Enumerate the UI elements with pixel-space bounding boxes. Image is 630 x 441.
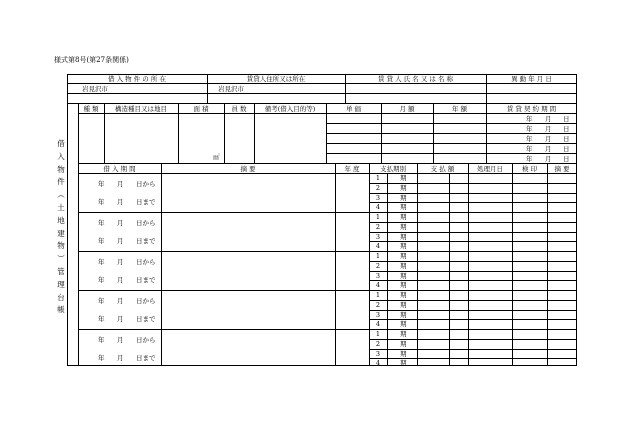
detail-header-line [78, 113, 577, 114]
period-month-until: 月 [117, 315, 124, 323]
lease-year-label: 年 [526, 145, 533, 153]
term-unit: 期 [400, 300, 407, 309]
lower-header-fiscal-year: 年 度 [344, 165, 360, 173]
lower-header-paid-amount: 支 払 額 [430, 165, 455, 173]
detail-bottom-line [78, 163, 577, 164]
lease-day-label: 日 [563, 135, 570, 143]
detail-header-remarks: 備考(借入目的等) [264, 105, 316, 113]
period-from-label: 日から [136, 297, 156, 305]
group-divider [78, 251, 577, 252]
period-until-label: 日まで [136, 276, 156, 284]
term-unit: 期 [400, 310, 407, 319]
period-month-until: 月 [117, 354, 124, 362]
side-title-char: 地 [57, 215, 65, 225]
detail-header-structure: 構造種目又は地目 [115, 105, 167, 113]
term-number: 2 [375, 222, 381, 231]
period-month-from: 月 [117, 258, 124, 266]
term-unit: 期 [400, 222, 407, 231]
form-caption: 様式第8号(第27条関係) [54, 56, 129, 64]
detail-row-line [326, 123, 577, 124]
term-number: 4 [375, 242, 381, 251]
period-year-until: 年 [98, 276, 105, 284]
group-divider [78, 212, 577, 213]
header-bottom-line [67, 103, 577, 104]
term-number: 3 [375, 232, 381, 241]
detail-header-monthly: 月 額 [399, 105, 415, 113]
lease-day-label: 日 [563, 155, 570, 163]
period-from-label: 日から [136, 180, 156, 188]
period-from-label: 日から [136, 258, 156, 266]
term-unit: 期 [400, 252, 407, 260]
term-unit: 期 [400, 339, 407, 348]
term-number: 2 [375, 261, 381, 270]
term-unit: 期 [400, 193, 407, 202]
lease-day-label: 日 [563, 125, 570, 133]
side-title-char: 借 [57, 139, 65, 148]
period-year-from: 年 [98, 258, 105, 266]
side-title-char: 理 [57, 279, 65, 289]
term-unit: 期 [400, 291, 407, 299]
detail-row-line [326, 153, 577, 154]
period-year-until: 年 [98, 198, 105, 206]
term-unit: 期 [400, 203, 407, 212]
term-number: 3 [375, 349, 381, 358]
period-from-label: 日から [136, 336, 156, 344]
period-year-until: 年 [98, 354, 105, 362]
area-unit: ㎡ [213, 153, 220, 161]
lease-year-label: 年 [526, 155, 533, 163]
term-number: 4 [375, 203, 381, 212]
term-unit: 期 [400, 242, 407, 251]
term-number: 1 [375, 330, 381, 338]
period-month-from: 月 [117, 180, 124, 188]
side-title-char: 件 [57, 177, 65, 187]
period-month-until: 月 [117, 276, 124, 284]
change-date-header: 異 動 年 月 日 [511, 75, 552, 83]
detail-col-line [254, 103, 255, 163]
term-number: 4 [375, 281, 381, 290]
period-year-until: 年 [98, 315, 105, 323]
detail-header-type: 種 類 [83, 105, 99, 113]
term-unit: 期 [400, 174, 407, 182]
term-unit: 期 [400, 330, 407, 338]
term-unit: 期 [400, 349, 407, 358]
lease-year-label: 年 [526, 135, 533, 143]
lower-header-processing-date: 処理月日 [477, 165, 503, 173]
lease-day-label: 日 [563, 115, 570, 123]
period-month-from: 月 [117, 336, 124, 344]
side-title-char: 建 [57, 228, 65, 238]
term-number: 2 [375, 300, 381, 309]
lease-month-label: 月 [545, 155, 552, 163]
term-number: 3 [375, 310, 381, 319]
detail-header-annual: 年 額 [451, 105, 468, 113]
lease-month-label: 月 [545, 135, 552, 143]
term-number: 1 [375, 213, 381, 221]
lower-header-notes: 摘 要 [554, 165, 570, 173]
detail-col-line [178, 103, 179, 163]
ledger-table [67, 74, 577, 366]
detail-row-line [326, 133, 577, 134]
lessor-name-header: 賃 貸 人 氏 名 又 は 名 称 [377, 75, 454, 83]
lease-month-label: 月 [545, 145, 552, 153]
detail-header-area: 面 積 [193, 105, 209, 113]
detail-row-line [326, 143, 577, 144]
side-title-char: ︶ [57, 254, 65, 264]
term-unit: 期 [400, 261, 407, 270]
side-title-char: 管 [57, 267, 65, 276]
term-unit: 期 [400, 183, 407, 192]
side-title-char: 物 [57, 241, 65, 251]
period-until-label: 日まで [136, 315, 156, 323]
period-month-from: 月 [117, 219, 124, 227]
term-number: 4 [375, 320, 381, 329]
lessor-city-value: 岩見沢市 [218, 85, 244, 93]
side-title-column [78, 103, 79, 366]
term-number: 2 [375, 339, 381, 348]
lower-header-lease-period: 借 入 期 間 [103, 165, 136, 173]
period-until-label: 日まで [136, 198, 156, 206]
term-unit: 期 [400, 359, 407, 368]
detail-col-line [104, 103, 105, 163]
period-year-from: 年 [98, 336, 105, 344]
period-month-until: 月 [117, 237, 124, 245]
term-unit: 期 [400, 320, 407, 329]
term-unit: 期 [400, 271, 407, 280]
header-row-line [67, 93, 577, 94]
term-number: 2 [375, 183, 381, 192]
header-divider [67, 83, 577, 84]
lower-header-stamp: 検 印 [521, 165, 538, 173]
period-until-label: 日まで [136, 354, 156, 362]
lease-year-label: 年 [526, 125, 533, 133]
term-number: 1 [375, 174, 381, 182]
side-title-char: 台 [57, 292, 65, 302]
detail-header-unit-price: 単 価 [345, 105, 362, 113]
group-divider [78, 329, 577, 330]
lower-col-line [335, 163, 336, 366]
detail-header-lease-period: 賃 貸 契 約 期 間 [506, 105, 557, 113]
side-title-char: 物 [57, 164, 65, 174]
term-number: 1 [375, 252, 381, 260]
term-unit: 期 [400, 232, 407, 241]
lessor-address-header: 賃貸人住所又は所在 [246, 75, 306, 83]
term-number: 3 [375, 193, 381, 202]
term-unit: 期 [400, 213, 407, 221]
lower-header-summary: 摘 要 [240, 165, 256, 173]
side-title-char: 土 [57, 203, 65, 212]
side-title-char: 帳 [57, 305, 65, 315]
period-year-until: 年 [98, 237, 105, 245]
property-city-value: 岩見沢市 [82, 85, 108, 93]
period-month-until: 月 [117, 198, 124, 206]
lower-header-line [78, 173, 577, 174]
lease-day-label: 日 [563, 145, 570, 153]
group-divider [78, 290, 577, 291]
term-number: 1 [375, 291, 381, 299]
side-title-char: 入 [57, 151, 65, 161]
period-year-from: 年 [98, 297, 105, 305]
period-year-from: 年 [98, 180, 105, 188]
term-number: 4 [375, 359, 381, 368]
property-location-header: 借 入 物 件 の 所 在 [108, 75, 166, 83]
lease-month-label: 月 [545, 115, 552, 123]
period-month-from: 月 [117, 297, 124, 305]
lease-year-label: 年 [526, 115, 533, 123]
side-title-char: ︵ [57, 190, 65, 200]
lower-header-payment-term: 支払期別 [380, 165, 406, 173]
detail-col-line [224, 103, 225, 163]
period-from-label: 日から [136, 219, 156, 227]
period-until-label: 日まで [136, 237, 156, 245]
detail-header-count: 員 数 [231, 105, 247, 113]
term-unit: 期 [400, 281, 407, 290]
term-number: 3 [375, 271, 381, 280]
period-year-from: 年 [98, 219, 105, 227]
lower-col-line [161, 163, 162, 366]
lease-month-label: 月 [545, 125, 552, 133]
